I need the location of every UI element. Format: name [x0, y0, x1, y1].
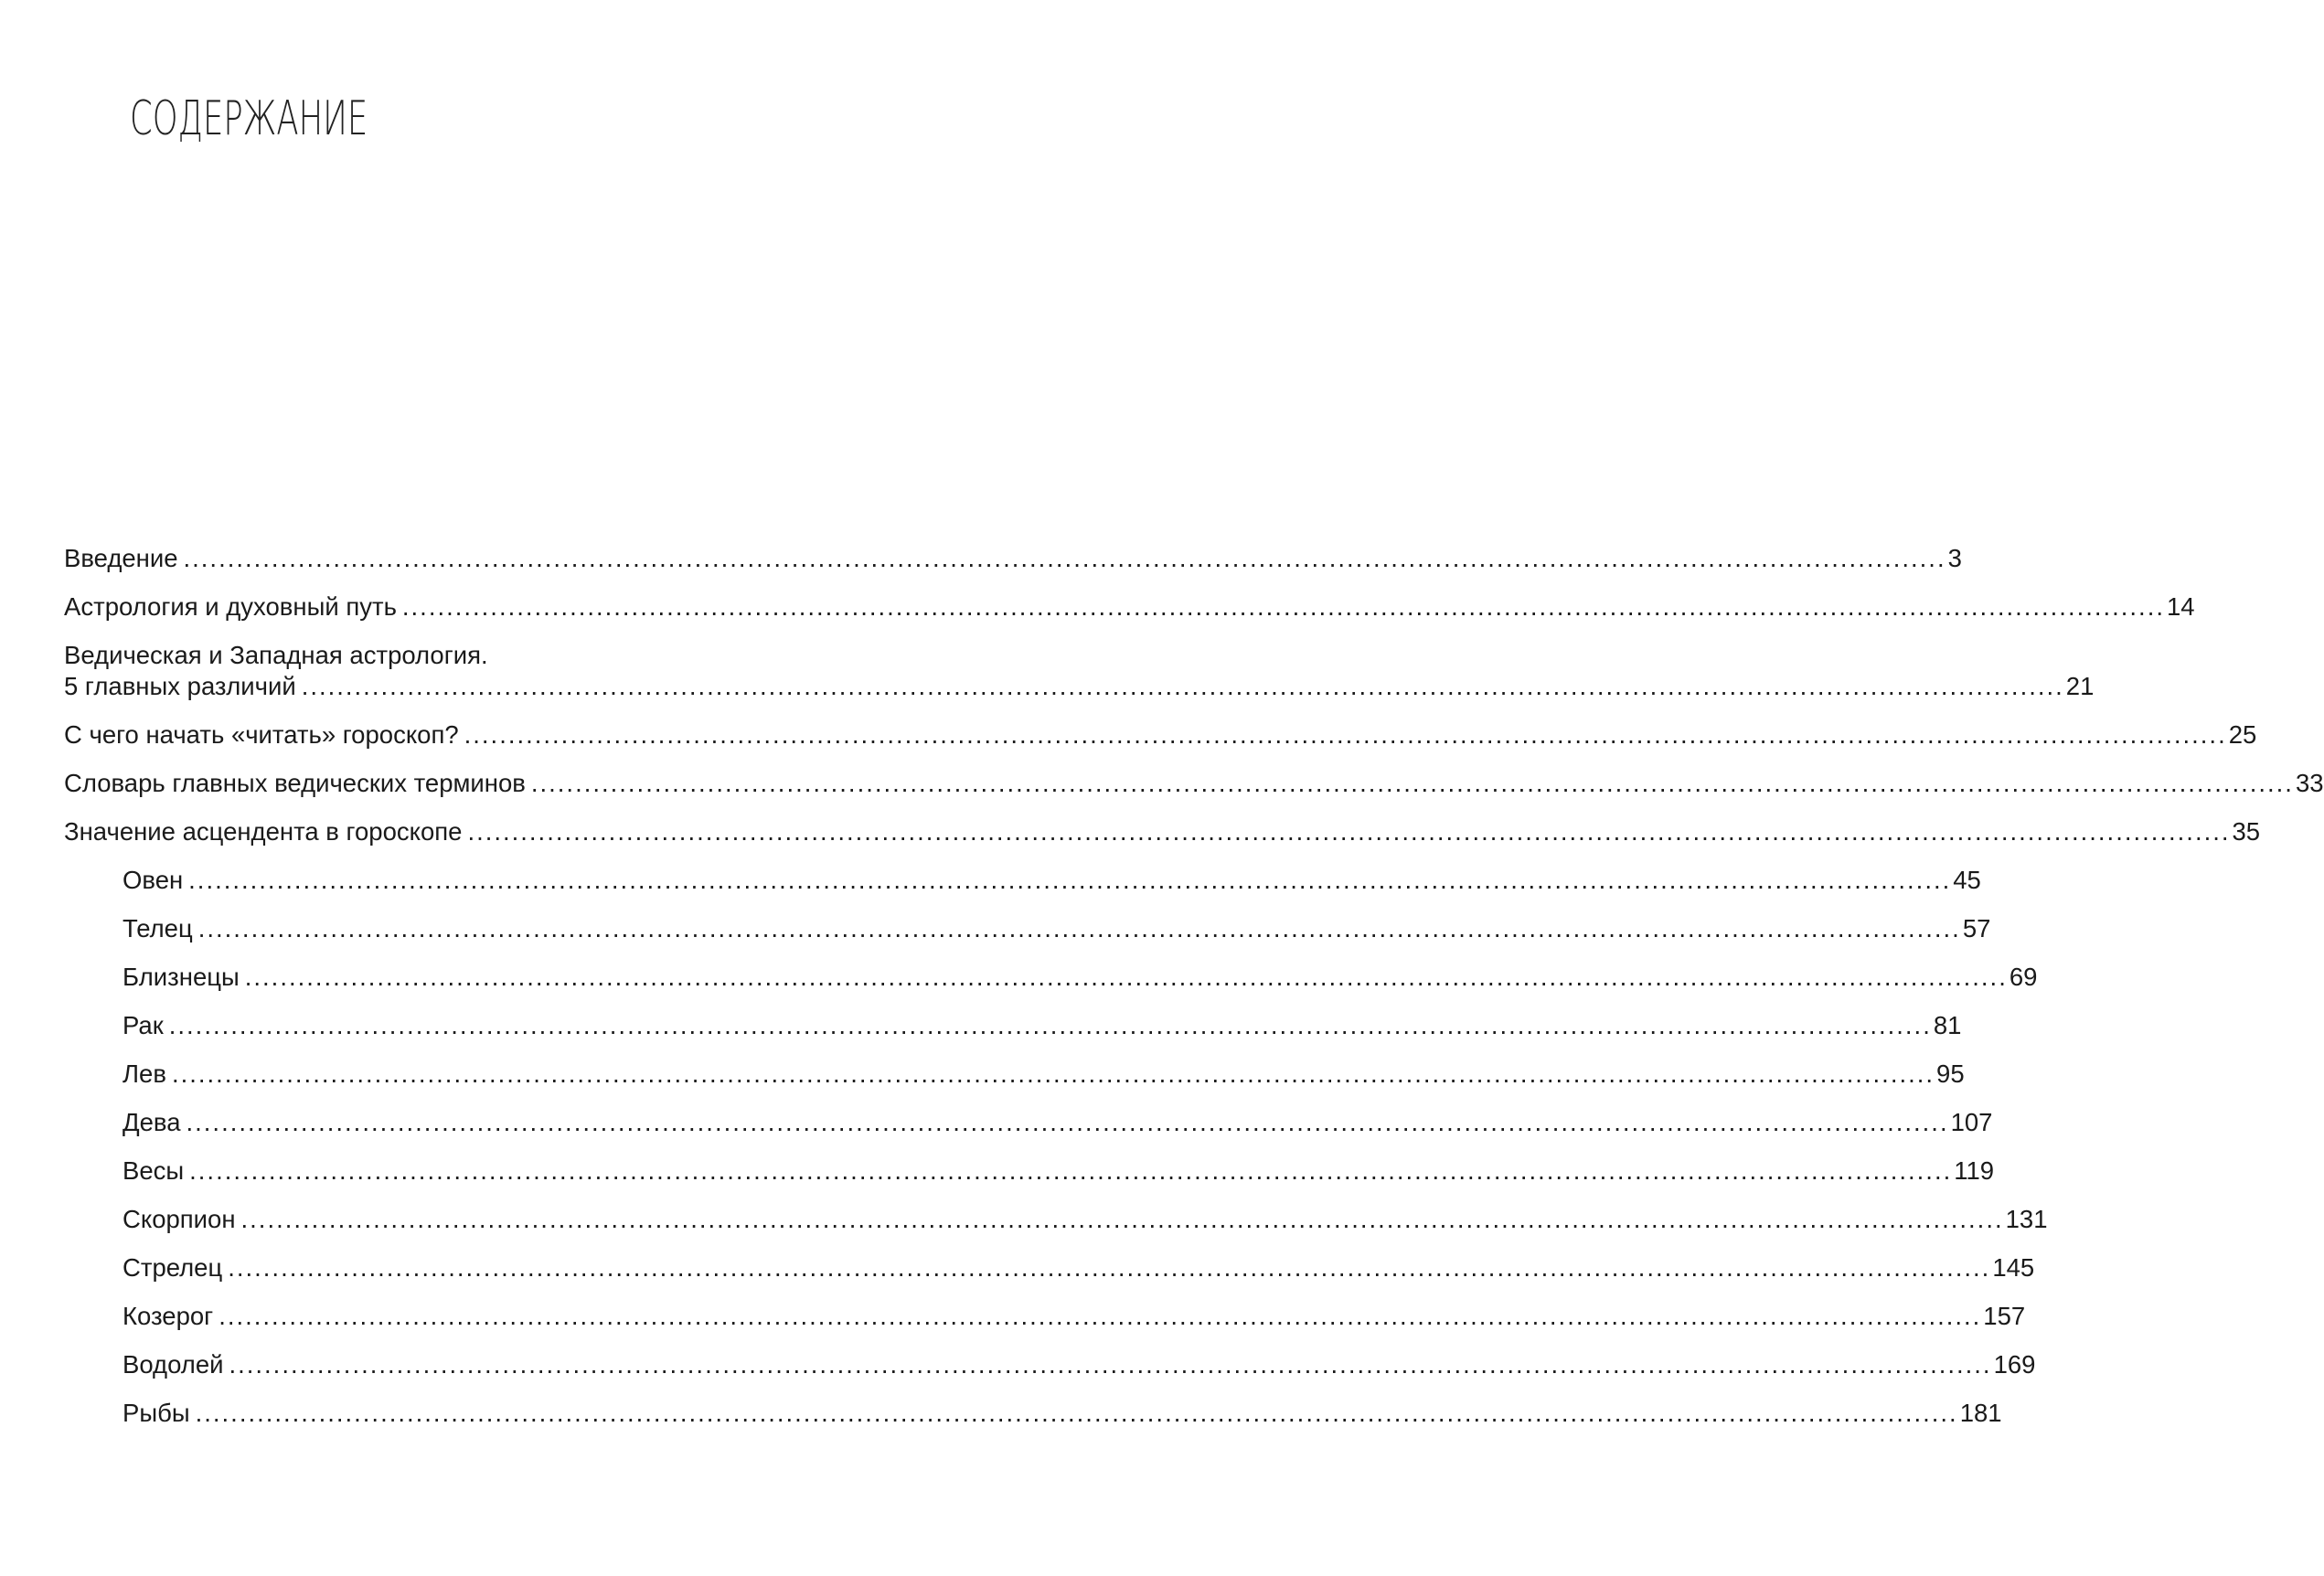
toc-entry-page: 3: [1947, 544, 1962, 572]
dot-leader: ........................................................................................................................................................................................................: [401, 592, 2165, 621]
toc-entry-page: 181: [1959, 1399, 2002, 1427]
toc-entry-title-line1: Ведическая и Западная астрология.: [64, 641, 488, 669]
dot-leader: ........................................................................................................................................................................................................: [197, 914, 1961, 942]
dot-leader: ........................................................................................................................................................................................................: [301, 672, 2064, 700]
toc-entry-page: 131: [2005, 1205, 2048, 1233]
dot-leader: ........................................................................................................................................................................................................: [467, 817, 2231, 846]
dot-leader: ........................................................................................................................................................................................................: [186, 1108, 1949, 1136]
toc-sub-entry-cancer[interactable]: [123, 1010, 1962, 1041]
dot-leader: ........................................................................................................................................................................................................: [183, 544, 1946, 572]
toc-sub-entry-taurus[interactable]: [123, 913, 1991, 944]
toc-entry-page: 35: [2232, 817, 2261, 846]
toc-entry-page: 45: [1953, 866, 1981, 894]
toc-entry-page: 145: [1992, 1253, 2035, 1282]
dot-leader: ........................................................................................................................................................................................................: [219, 1302, 1982, 1330]
dot-leader: ........................................................................................................................................................................................................: [228, 1253, 1991, 1282]
dot-leader: ........................................................................................................................................................................................................: [171, 1060, 1935, 1088]
toc-entry-page: 25: [2228, 720, 2257, 749]
dot-leader: ........................................................................................................................................................................................................: [240, 1205, 2004, 1233]
toc-sub-entry-gemini[interactable]: [123, 962, 2038, 993]
dot-leader: ........................................................................................................................................................................................................: [188, 866, 1952, 894]
dot-leader: ........................................................................................................................................................................................................: [244, 963, 2008, 991]
toc-entry-title: Рыбы: [123, 1399, 190, 1427]
toc-entry-page: 95: [1936, 1060, 1965, 1088]
dot-leader: ........................................................................................................................................................................................................: [168, 1011, 1932, 1039]
toc-entry-page: 107: [1950, 1108, 1993, 1136]
toc-entry-title: 5 главных различий: [64, 672, 296, 700]
toc-entry-page: 81: [1933, 1011, 1962, 1039]
toc-entry-title: Стрелец: [123, 1253, 223, 1282]
toc-sub-entry-libra[interactable]: [123, 1155, 1995, 1187]
toc-entry-title: Телец: [123, 914, 193, 942]
toc-entry-page: 33: [2295, 769, 2324, 797]
toc-sub-entry-aquarius[interactable]: [123, 1349, 2036, 1380]
toc-sub-entry-aries[interactable]: [123, 865, 1981, 896]
toc-entry-page: 157: [1983, 1302, 2026, 1330]
toc-entry-title: Словарь главных ведических терминов: [64, 769, 526, 797]
toc-entry-title: Весы: [123, 1156, 185, 1185]
toc-entry-spiritual-path[interactable]: [64, 591, 2195, 623]
toc-entry-title: Значение асцендента в гороскопе: [64, 817, 463, 846]
toc-entry-page: 14: [2166, 592, 2195, 621]
toc-entry-title: Козерог: [123, 1302, 214, 1330]
dot-leader: ........................................................................................................................................................................................................: [530, 769, 2294, 797]
toc-entry-how-to-read[interactable]: [64, 719, 2257, 751]
toc-sub-entry-scorpio[interactable]: [123, 1204, 2048, 1235]
toc-entry-page: 119: [1954, 1156, 1995, 1185]
toc-entry-ascendant[interactable]: [64, 816, 2261, 847]
toc-sub-entry-pisces[interactable]: [123, 1398, 2002, 1429]
toc-entry-vedic-vs-western[interactable]: [64, 640, 2095, 702]
toc-sub-entry-virgo[interactable]: [123, 1107, 1993, 1138]
toc-entry-title: Близнецы: [123, 963, 240, 991]
dot-leader: ........................................................................................................................................................................................................: [195, 1399, 1958, 1427]
toc-sub-entry-capricorn[interactable]: [123, 1301, 2026, 1332]
dot-leader: ........................................................................................................................................................................................................: [229, 1350, 1992, 1379]
toc-sub-entry-sagittarius[interactable]: [123, 1252, 2035, 1283]
toc-entry-page: 169: [1993, 1350, 2036, 1379]
toc-entry-title: Дева: [123, 1108, 181, 1136]
toc-entry-page: 57: [1962, 914, 1991, 942]
toc-entry-title: Скорпион: [123, 1205, 236, 1233]
toc-entry-title: Лев: [123, 1060, 166, 1088]
dot-leader: ........................................................................................................................................................................................................: [464, 720, 2227, 749]
toc-entry-title: Введение: [64, 544, 178, 572]
toc-entry-page: 69: [2009, 963, 2038, 991]
table-of-contents: [64, 543, 2324, 1446]
toc-entry-title: Рак: [123, 1011, 164, 1039]
page-title: СОДЕРЖАНИЕ: [130, 91, 368, 146]
toc-entry-page: 21: [2065, 672, 2095, 700]
toc-entry-glossary[interactable]: [64, 768, 2324, 799]
toc-sub-entry-leo[interactable]: [123, 1059, 1965, 1090]
toc-entry-title: С чего начать «читать» гороскоп?: [64, 720, 459, 749]
toc-entry-introduction[interactable]: [64, 543, 1962, 574]
toc-entry-title: Овен: [123, 866, 184, 894]
toc-entry-title: Астрология и духовный путь: [64, 592, 397, 621]
toc-entry-title: Водолей: [123, 1350, 224, 1379]
dot-leader: ........................................................................................................................................................................................................: [189, 1156, 1953, 1185]
